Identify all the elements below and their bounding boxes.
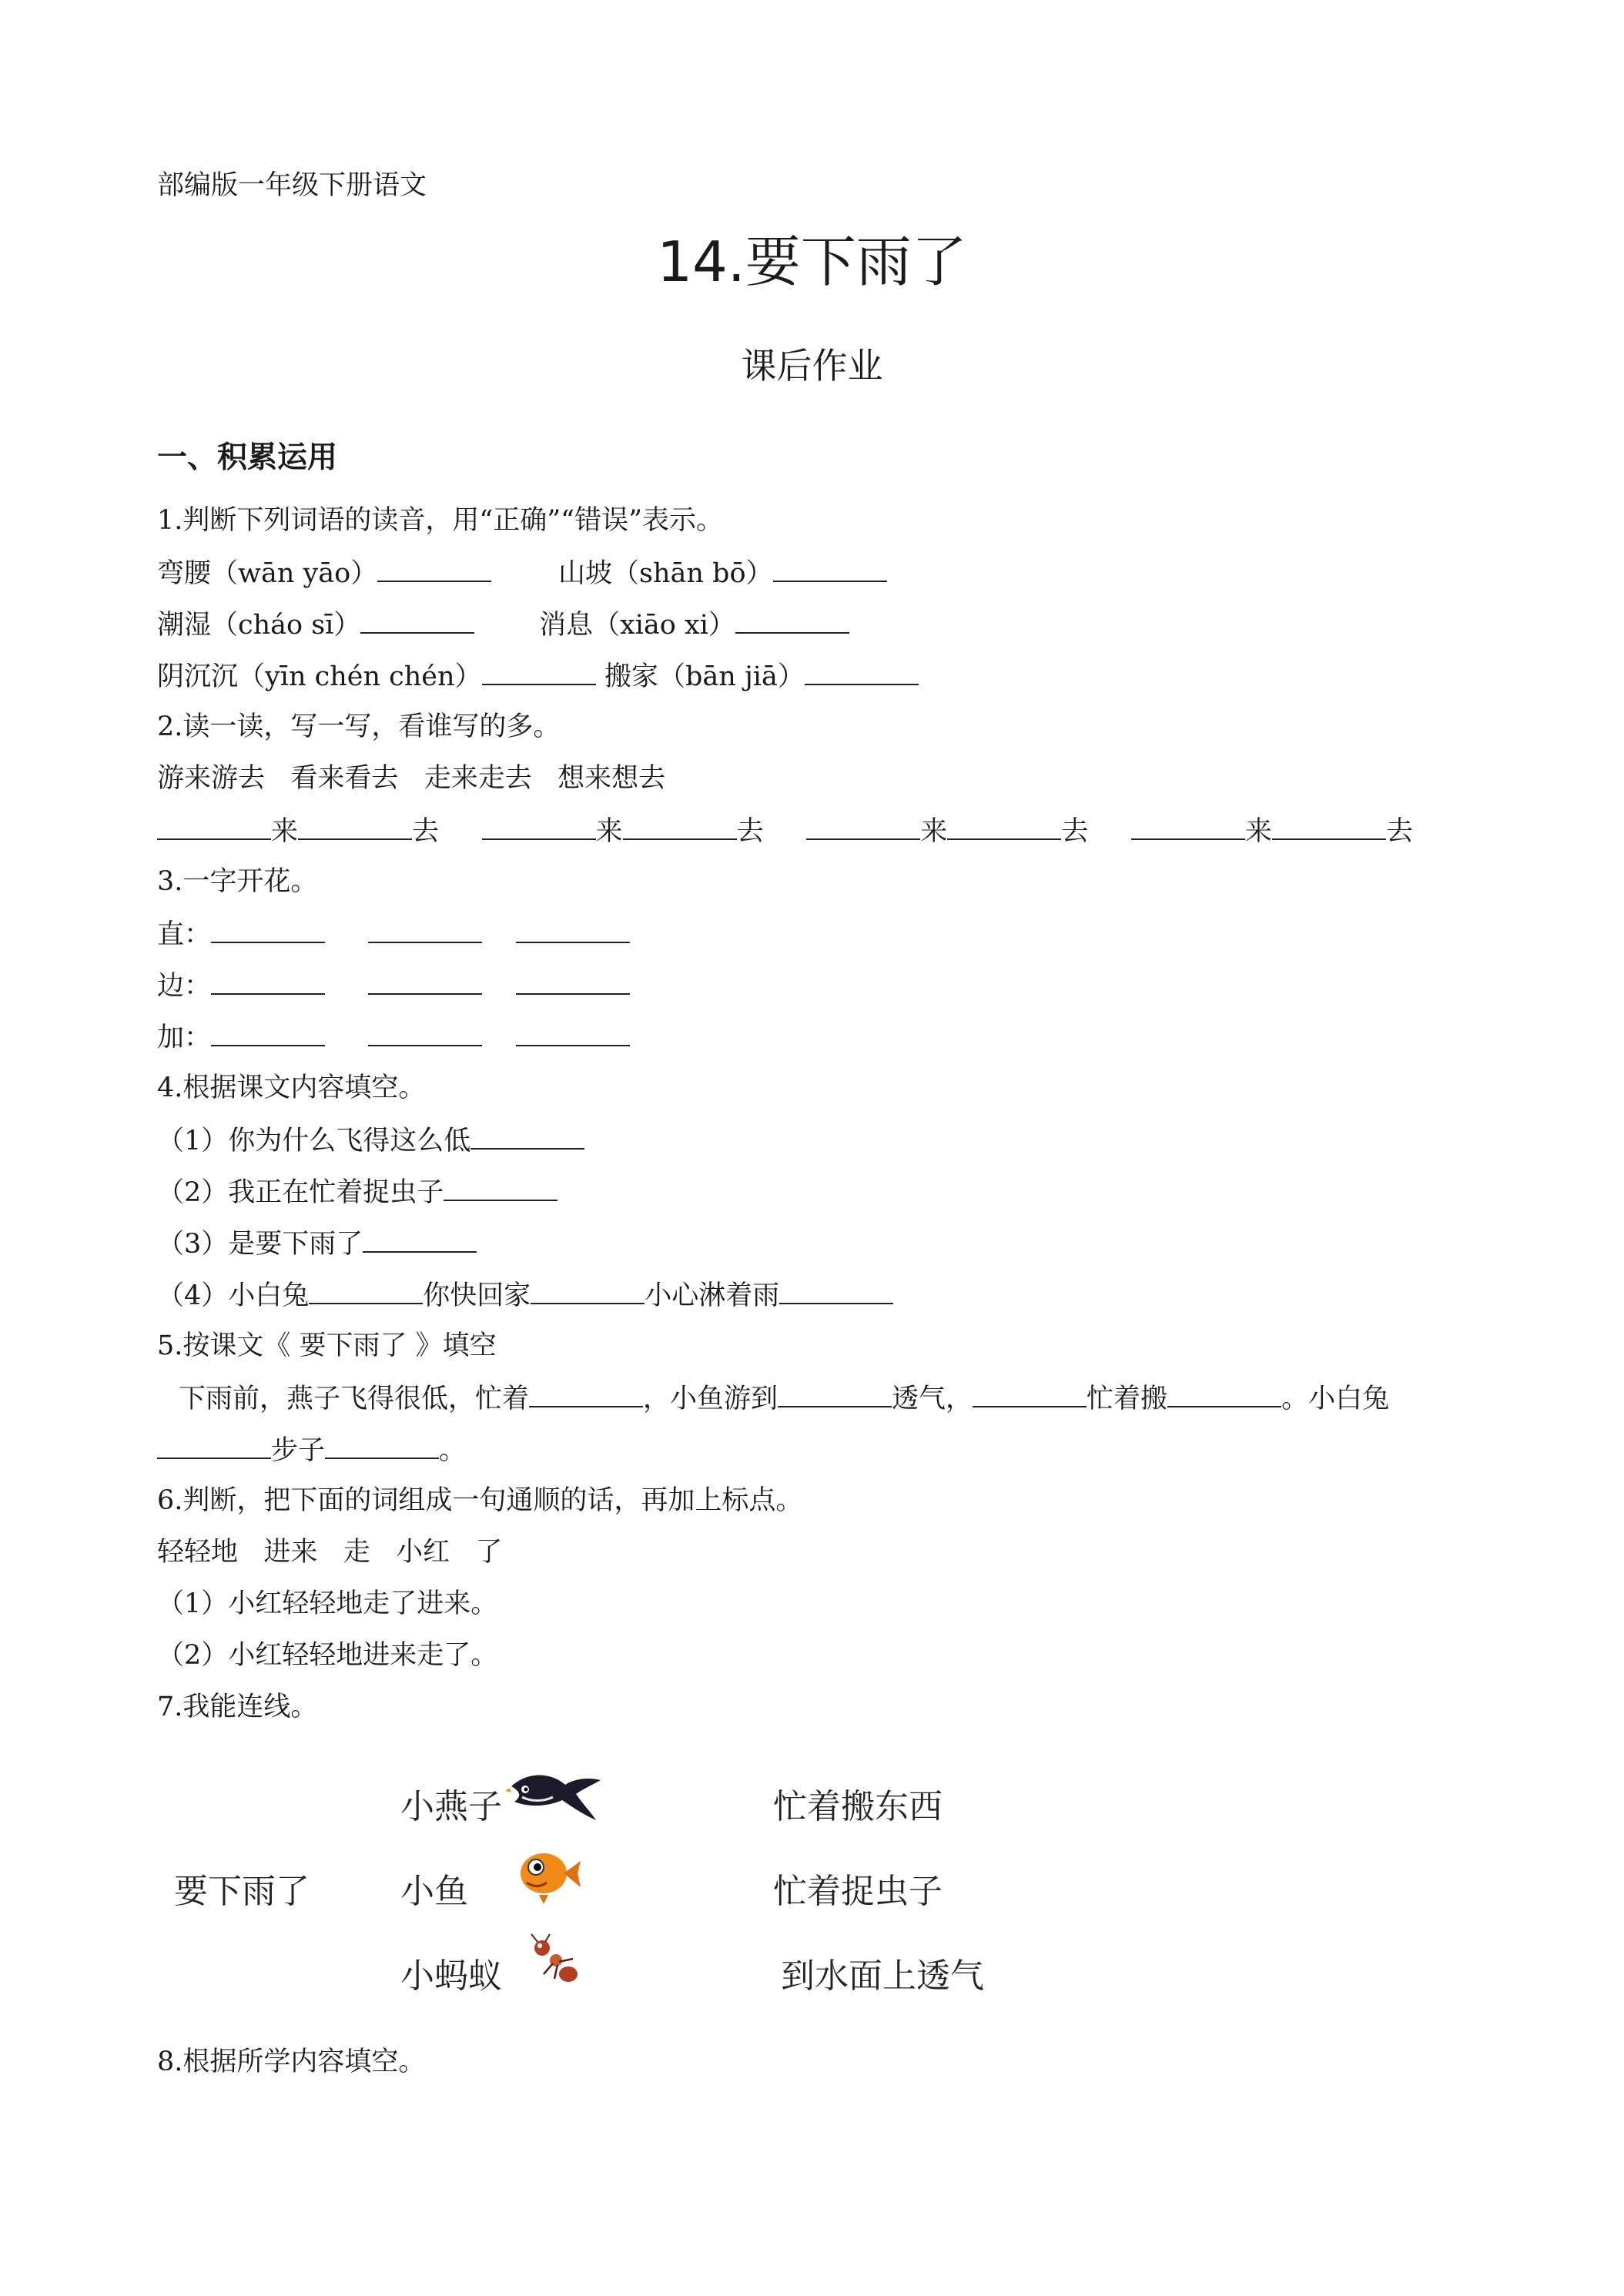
q4-item: （2）我正在忙着捉虫子 <box>157 1173 558 1210</box>
answer-blank[interactable] <box>157 812 271 840</box>
question-7-prompt: 7.我能连线。 <box>157 1692 318 1722</box>
q1-item: 消息（xiāo xi） <box>539 606 849 643</box>
answer-blank[interactable] <box>1167 1380 1281 1407</box>
matching-middle-item[interactable]: 小鱼 <box>400 1872 468 1911</box>
q4-item: （1）你为什么飞得这么低 <box>157 1122 584 1159</box>
q6-option[interactable]: （2）小红轻轻地进来走了。 <box>157 1640 498 1671</box>
fish-icon <box>513 1844 582 1906</box>
answer-blank[interactable] <box>363 1225 477 1253</box>
q4-item: （3）是要下雨了 <box>157 1225 477 1262</box>
answer-blank[interactable] <box>211 967 325 995</box>
answer-blank[interactable] <box>1272 812 1386 840</box>
answer-blank[interactable] <box>973 1380 1087 1407</box>
answer-blank[interactable] <box>516 967 630 995</box>
answer-blank[interactable] <box>735 606 849 634</box>
answer-blank[interactable] <box>482 658 596 685</box>
header-label: 部编版一年级下册语文 <box>157 170 427 201</box>
question-4-prompt: 4.根据课文内容填空。 <box>157 1073 426 1103</box>
q1-item: 弯腰（wān yāo） <box>157 554 491 591</box>
matching-right-item[interactable]: 忙着搬东西 <box>773 1787 943 1826</box>
answer-blank[interactable] <box>368 915 482 943</box>
q5-passage-line-1: 下雨前，燕子飞得很低，忙着 ，小鱼游到 透气， 忙着搬 。小白兔 <box>179 1380 1389 1417</box>
q2-blank-row: 来 去 来 去 来 去 来 去 <box>157 812 1413 849</box>
answer-blank[interactable] <box>368 1019 482 1046</box>
answer-blank[interactable] <box>157 1431 271 1459</box>
answer-blank[interactable] <box>325 1431 439 1459</box>
matching-middle-item[interactable]: 小燕子 <box>400 1787 502 1826</box>
matching-right-item[interactable]: 到水面上透气 <box>781 1956 984 1996</box>
q3-row: 边： <box>157 967 630 1004</box>
section-heading: 一、积累运用 <box>157 440 338 475</box>
question-8-prompt: 8.根据所学内容填空。 <box>157 2047 426 2077</box>
q6-option[interactable]: （1）小红轻轻地走了进来。 <box>157 1588 498 1619</box>
q3-row: 直： <box>157 915 630 952</box>
answer-blank[interactable] <box>377 554 491 582</box>
answer-blank[interactable] <box>778 1380 892 1407</box>
q3-row: 加： <box>157 1019 630 1056</box>
swallow-icon <box>505 1763 604 1825</box>
matching-left-item[interactable]: 要下雨了 <box>174 1872 310 1911</box>
q5-passage-line-2: 步子 。 <box>157 1431 466 1468</box>
matching-middle-item[interactable]: 小蚂蚁 <box>400 1956 502 1996</box>
answer-blank[interactable] <box>779 1277 893 1304</box>
answer-blank[interactable] <box>368 967 482 995</box>
answer-blank[interactable] <box>1131 812 1245 840</box>
question-1-prompt: 1.判断下列词语的读音，用“正确”“错误”表示。 <box>157 505 723 536</box>
answer-blank[interactable] <box>516 915 630 943</box>
matching-exercise <box>157 1748 1043 2010</box>
answer-blank[interactable] <box>805 658 919 685</box>
q1-item: 搬家（bān jiā） <box>604 658 919 694</box>
answer-blank[interactable] <box>360 606 474 634</box>
matching-right-item[interactable]: 忙着捉虫子 <box>773 1872 943 1911</box>
page-subtitle: 课后作业 <box>741 345 883 387</box>
ant-icon <box>527 1933 584 1990</box>
question-5-prompt: 5.按课文《 要下雨了 》填空 <box>157 1330 497 1361</box>
answer-blank[interactable] <box>298 812 412 840</box>
answer-blank[interactable] <box>806 812 920 840</box>
answer-blank[interactable] <box>516 1019 630 1046</box>
answer-blank[interactable] <box>531 1277 645 1304</box>
answer-blank[interactable] <box>444 1173 558 1201</box>
answer-blank[interactable] <box>947 812 1061 840</box>
answer-blank[interactable] <box>482 812 596 840</box>
answer-blank[interactable] <box>773 554 887 582</box>
question-6-prompt: 6.判断，把下面的词组成一句通顺的话，再加上标点。 <box>157 1485 803 1516</box>
q1-item: 潮湿（cháo sī） <box>157 606 474 643</box>
q4-item: （4）小白兔 你快回家 小心淋着雨 <box>157 1277 893 1314</box>
q2-examples: 游来游去 看来看去 走来走去 想来想去 <box>157 763 666 794</box>
answer-blank[interactable] <box>211 1019 325 1046</box>
q6-words: 轻轻地 进来 走 小红 了 <box>157 1537 503 1568</box>
page-title: 14.要下雨了 <box>657 229 967 294</box>
q1-item: 阴沉沉（yīn chén chén） <box>157 658 596 694</box>
answer-blank[interactable] <box>623 812 737 840</box>
answer-blank[interactable] <box>470 1122 584 1150</box>
question-2-prompt: 2.读一读，写一写，看谁写的多。 <box>157 711 561 742</box>
answer-blank[interactable] <box>211 915 325 943</box>
q1-item: 山坡（shān bō） <box>558 554 887 591</box>
question-3-prompt: 3.一字开花。 <box>157 866 318 897</box>
answer-blank[interactable] <box>529 1380 643 1407</box>
answer-blank[interactable] <box>309 1277 423 1304</box>
